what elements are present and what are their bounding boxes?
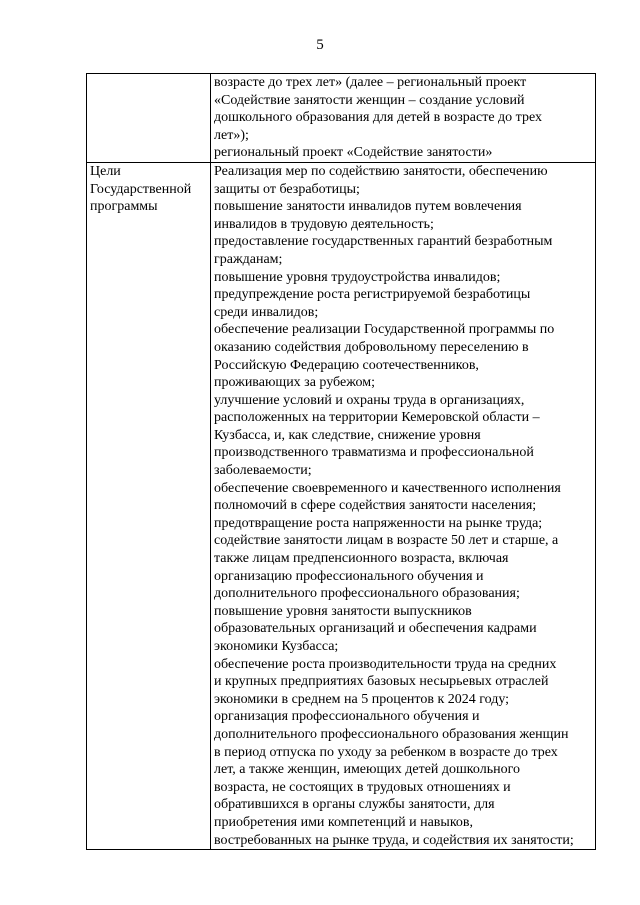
row-content-line: предотвращение роста напряженности на рынке труда; bbox=[214, 515, 543, 531]
row-content-line: обеспечение роста производительности труда на средних bbox=[214, 656, 557, 672]
row-content-line: обратившихся в органы службы занятости, для bbox=[214, 797, 495, 813]
row-content-line: также лицам предпенсионного возраста, включая bbox=[214, 551, 509, 567]
row-content-line: «Содействие занятости женщин – создание условий bbox=[214, 92, 525, 108]
row-content-line: лет, а также женщин, имеющих детей дошкольного bbox=[214, 762, 520, 778]
row-content-line: повышение уровня занятости выпускников bbox=[214, 603, 472, 619]
row-content-line: приобретения ими компетенций и навыков, bbox=[214, 814, 474, 830]
row-content-line: лет»); bbox=[214, 127, 249, 143]
row-content-line: инвалидов в трудовую деятельность; bbox=[214, 216, 434, 232]
row-label-line: Цели bbox=[90, 163, 121, 179]
row-content-line: защиты от безработицы; bbox=[214, 181, 360, 197]
row-content-line: улучшение условий и охраны труда в организациях, bbox=[214, 392, 525, 408]
row-label-line: программы bbox=[90, 199, 158, 215]
page-number: 5 bbox=[316, 37, 324, 53]
row-content-line: Российскую Федерацию соотечественников, bbox=[214, 357, 479, 373]
row-content-line: дополнительного профессионального образования женщин bbox=[214, 726, 569, 742]
row-content-line: образовательных организаций и обеспечения кадрами bbox=[214, 621, 537, 637]
row-content-line: предоставление государственных гарантий безработным bbox=[214, 234, 553, 250]
row-content-line: проживающих за рубежом; bbox=[214, 375, 376, 391]
row-content-line: обеспечение реализации Государственной программы по bbox=[214, 322, 555, 338]
row-content-line: повышение уровня трудоустройства инвалидов; bbox=[214, 269, 501, 285]
row-content-line: полномочий в сфере содействия занятости населения; bbox=[214, 498, 537, 514]
table-body bbox=[87, 74, 596, 850]
row-content-line: востребованных на рынке труда, и содействия их занятости; bbox=[214, 832, 574, 848]
row-content-line: возраста, не состоящих в трудовых отношениях и bbox=[214, 779, 511, 795]
row-label-cell bbox=[87, 74, 211, 163]
table-row-program-goals bbox=[87, 162, 596, 849]
row-content-line: расположенных на территории Кемеровской области – bbox=[214, 410, 540, 426]
row-content-line: в период отпуска по уходу за ребенком в возрасте до трех bbox=[214, 744, 558, 760]
row-content-cell bbox=[211, 162, 596, 849]
row-content-line: экономики в среднем на 5 процентов к 2024 году; bbox=[214, 691, 510, 707]
table-row-continuation bbox=[87, 74, 596, 163]
row-label-cell bbox=[87, 162, 211, 849]
row-content-line: обеспечение своевременного и качественного исполнения bbox=[214, 480, 561, 496]
row-content-line: Реализация мер по содействию занятости, обеспечению bbox=[214, 163, 548, 179]
row-content-line: Кузбасса, и, как следствие, снижение уровня bbox=[214, 427, 481, 443]
row-content-cell bbox=[211, 74, 596, 163]
row-content-line: и крупных предприятиях базовых несырьевых отраслей bbox=[214, 674, 549, 690]
row-content-line: организацию профессионального обучения и bbox=[214, 568, 484, 584]
row-content-line: возрасте до трех лет» (далее – региональный проект bbox=[214, 75, 527, 90]
row-content-line: содействие занятости лицам в возрасте 50 лет и старше, а bbox=[214, 533, 559, 549]
row-content-line: оказанию содействия добровольному переселению в bbox=[214, 339, 529, 355]
row-content-line: дошкольного образования для детей в возрасте до трех bbox=[214, 110, 542, 126]
row-content-line: предупреждение роста регистрируемой безработицы bbox=[214, 287, 531, 303]
row-content-line: гражданам; bbox=[214, 251, 283, 267]
row-content-line: заболеваемости; bbox=[214, 463, 312, 479]
row-content-line: экономики Кузбасса; bbox=[214, 639, 339, 654]
row-content-line: организация профессионального обучения и bbox=[214, 709, 480, 725]
row-content-line: производственного травматизма и профессиональной bbox=[214, 445, 534, 461]
row-content-line: повышение занятости инвалидов путем вовлечения bbox=[214, 199, 522, 215]
row-content-line: региональный проект «Содействие занятости» bbox=[214, 145, 493, 161]
program-passport-table bbox=[86, 73, 596, 850]
row-label-line: Государственной bbox=[90, 181, 192, 197]
row-content-line: среди инвалидов; bbox=[214, 304, 319, 320]
row-content-line: дополнительного профессионального образования; bbox=[214, 586, 520, 602]
